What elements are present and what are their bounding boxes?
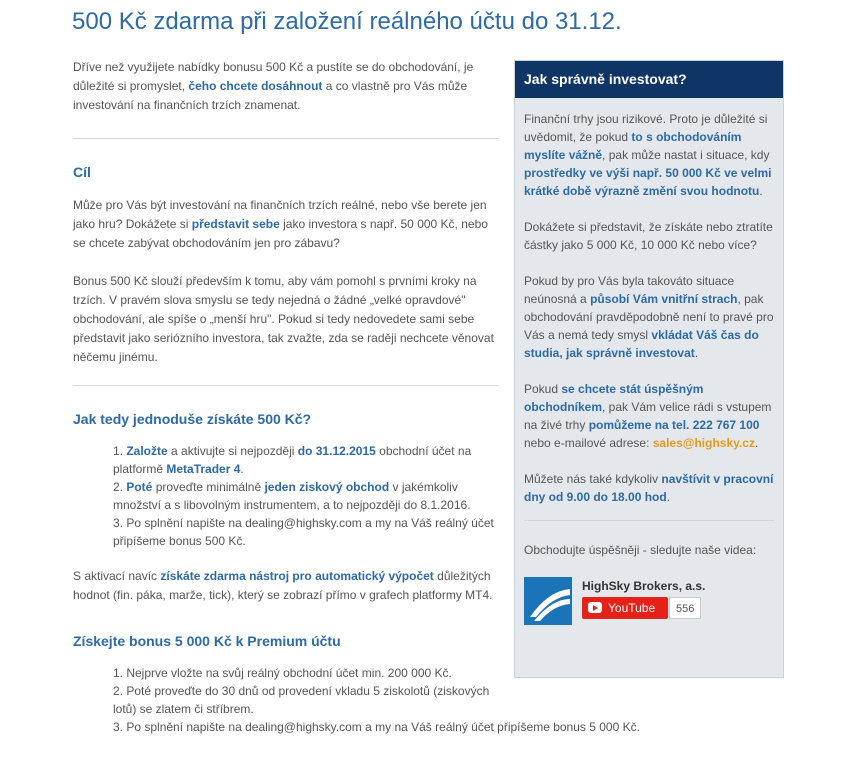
how-note — [73, 567, 501, 605]
step-text: v jakémkoliv množství a s libovolným instrumentem, a to nejpozději do 8.1.2016. — [113, 480, 471, 512]
how-step-1 — [113, 442, 501, 478]
step-text: . — [240, 462, 244, 476]
page-title: 500 Kč zdarma při založení reálného účtu do 31.12. — [72, 8, 622, 35]
sidebar-box — [514, 60, 784, 678]
sidebar-text: . — [759, 184, 763, 198]
step-number: 2. — [113, 480, 127, 494]
sidebar-paragraph-3 — [524, 272, 774, 362]
goal-heading: Cíl — [73, 164, 91, 180]
sidebar-text: nebo e-mailové adrese: — [524, 436, 653, 450]
sidebar-link[interactable]: vkládat Váš čas do studia, jak správně investovat — [524, 328, 759, 360]
sidebar-paragraph-4 — [524, 380, 774, 452]
premium-heading: Získejte bonus 5 000 Kč k Premium účtu — [73, 633, 341, 649]
youtube-label: YouTube — [608, 601, 656, 615]
step-text: proveďte minimálně — [152, 480, 265, 494]
sidebar-paragraph-1 — [524, 110, 774, 200]
goal-link[interactable]: představit sebe — [191, 217, 280, 231]
sidebar-divider — [524, 520, 774, 521]
email-link[interactable]: sales@highsky.cz — [652, 436, 755, 450]
sidebar-text: Finanční trhy jsou rizikové. Proto je důležité si uvědomit, že pokud — [524, 112, 768, 144]
sidebar-paragraph-5 — [524, 470, 774, 506]
sidebar-text: Pokud — [524, 382, 562, 396]
step-number: 1. — [113, 444, 127, 458]
divider — [73, 385, 499, 386]
step-link[interactable]: Poté — [126, 480, 153, 494]
step-link[interactable]: jeden ziskový obchod — [264, 480, 390, 494]
metatrader-link[interactable]: MetaTrader 4 — [166, 462, 241, 476]
divider — [73, 138, 499, 139]
sidebar-link[interactable]: působí Vám vnitřní strach — [590, 292, 738, 306]
sidebar-link[interactable]: se chcete stát úspěšným obchodníkem — [524, 382, 704, 414]
how-step-2 — [113, 478, 501, 514]
intro-link[interactable]: čeho chcete dosáhnout — [188, 79, 323, 93]
sidebar-body — [515, 110, 783, 629]
intro-paragraph — [73, 58, 501, 115]
note-text-end: důležitých hodnot (fin. páka, marže, tick), který se zobrazí přímo v grafech platformy MT4. — [73, 569, 493, 602]
channel-name[interactable]: HighSky Brokers, a.s. — [582, 579, 706, 593]
how-heading: Jak tedy jednoduše získáte 500 Kč? — [73, 411, 312, 427]
visit-link[interactable]: navštívit v pracovní dny od 9.00 do 18.00 hod — [524, 472, 774, 504]
step-link[interactable]: do 31.12.2015 — [297, 444, 376, 458]
videos-text: Obchodujte úspěšněji - sledujte naše videa: — [524, 543, 757, 557]
tool-link[interactable]: získáte zdarma nástroj pro automatický výpočet — [160, 569, 434, 583]
sidebar-text: . — [694, 346, 699, 360]
premium-step-2: 2. Poté proveďte do 30 dnů od provedení vkladu 5 ziskolotů (ziskových lotů) se zlatem či stříbrem. — [113, 684, 490, 716]
phone-link[interactable]: pomůžeme na tel. 222 767 100 — [588, 418, 760, 432]
how-steps — [73, 442, 501, 550]
sidebar-paragraph-2: Dokážete si představit, že získáte nebo ztratíte částky jako 5 000 Kč, 10 000 Kč nebo více? — [524, 220, 773, 252]
premium-steps — [73, 664, 640, 736]
goal-text: Může pro Vás být investování na finančních trzích reálné, nebo vše berete jen jako hru? Dokážete si — [73, 198, 487, 231]
sidebar-text: Pokud by pro Vás byla takováto situace neúnosná a — [524, 274, 735, 306]
step-text: a aktivujte si nejpozději — [167, 444, 298, 458]
sidebar-link[interactable]: prostředky ve výši např. 50 000 Kč ve velmi krátké době výrazně změní svou hodnotu — [524, 166, 772, 198]
sidebar-link[interactable]: to s obchodováním myslíte vážně — [524, 130, 742, 162]
premium-step-3: 3. Po splnění napište na dealing@highsky.com a my na Váš reálný účet připíšeme bonus 5 000 Kč. — [113, 720, 640, 734]
youtube-widget — [524, 577, 774, 629]
youtube-play-icon — [588, 602, 602, 613]
youtube-subscribe-button[interactable] — [582, 597, 668, 619]
intro-text: Dříve než využijete nabídky bonusu 500 Kč a pustíte se do obchodování, je důležité si promyslet, — [73, 60, 474, 93]
step-link[interactable]: Založte — [126, 444, 168, 458]
sidebar-text: . — [754, 436, 759, 450]
goal-paragraph-1 — [73, 196, 501, 253]
intro-text-end: a co vlastně pro Vás může investování na finančních trzích znamenat. — [73, 79, 468, 112]
step-text: obchodní účet na platformě — [113, 444, 472, 476]
sidebar-text: , pak může nastat i situace, kdy — [602, 148, 770, 162]
highsky-logo-icon[interactable] — [524, 577, 572, 625]
how-step-3: 3. Po splnění napište na dealing@highsky.com a my na Váš reálný účet připíšeme bonus 500 Kč. — [113, 516, 494, 548]
sidebar-text: . — [666, 490, 671, 504]
subscriber-count: 556 — [669, 597, 701, 619]
sidebar-text: Můžete nás také kdykoliv — [524, 472, 662, 486]
premium-step-1: 1. Nejprve vložte na svůj reálný obchodní účet min. 200 000 Kč. — [113, 666, 452, 680]
note-text: S aktivací navíc — [73, 569, 161, 583]
goal-text-end: jako investora s např. 50 000 Kč, nebo se chcete zabývat obchodováním jen pro zábavu? — [73, 217, 488, 250]
sidebar-text: , pak Vám velice rádi s vstupem na živé trhy — [524, 400, 772, 432]
sidebar-heading: Jak správně investovat? — [515, 61, 783, 98]
sidebar-text: , pak obchodování pravděpodobně není to pravé pro Vás a nemá tedy smysl — [524, 292, 774, 342]
goal-paragraph-2: Bonus 500 Kč slouží především k tomu, aby vám pomohl s prvními kroky na trzích. V pravém slova smyslu se tedy nejedná o žádné „velké opravdové" obchodování, ale spíše o „menší hru". Pokud si tedy nedovedete sami sebe představit jako seriózního investora, tak zvažte, zda se raději nechcete věnovat něčemu jinému. — [73, 274, 494, 364]
